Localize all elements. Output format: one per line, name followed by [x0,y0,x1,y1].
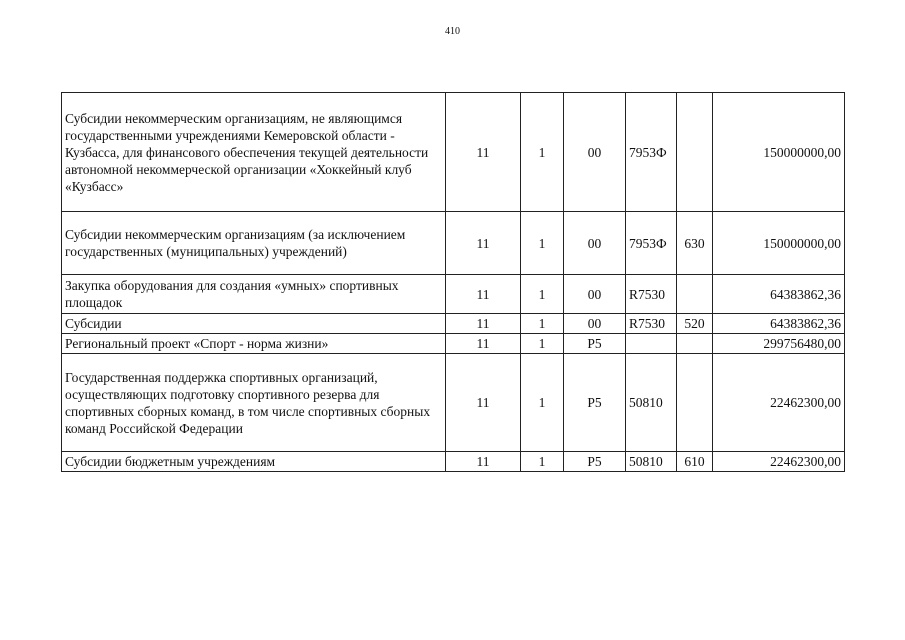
razdel-cell: 11 [446,452,521,472]
amount-cell: 299756480,00 [713,334,845,354]
amount-cell: 150000000,00 [713,212,845,275]
program-cell: P5 [564,452,626,472]
vr-cell [677,275,713,314]
program-cell: P5 [564,334,626,354]
csr-cell: 7953Ф [626,93,677,212]
podrazdel-cell: 1 [521,452,564,472]
razdel-cell: 11 [446,314,521,334]
row-name: Субсидии [62,314,446,334]
table-row [62,93,845,212]
vr-cell [677,334,713,354]
row-name: Субсидии некоммерческим организациям (за исключением государственных (муниципальных) учреждений) [62,212,446,275]
razdel-cell: 11 [446,212,521,275]
table-row [62,452,845,472]
podrazdel-cell: 1 [521,314,564,334]
amount-cell: 64383862,36 [713,314,845,334]
podrazdel-cell: 1 [521,354,564,452]
program-cell: 00 [564,314,626,334]
table-row [62,354,845,452]
vr-cell [677,354,713,452]
vr-cell: 610 [677,452,713,472]
row-name: Закупка оборудования для создания «умных» спортивных площадок [62,275,446,314]
vr-cell [677,93,713,212]
podrazdel-cell: 1 [521,93,564,212]
program-cell: 00 [564,93,626,212]
table-row [62,334,845,354]
podrazdel-cell: 1 [521,334,564,354]
podrazdel-cell: 1 [521,212,564,275]
razdel-cell: 11 [446,354,521,452]
vr-cell: 630 [677,212,713,275]
csr-cell: 7953Ф [626,212,677,275]
csr-cell: 50810 [626,354,677,452]
program-cell: 00 [564,275,626,314]
amount-cell: 22462300,00 [713,452,845,472]
row-name: Субсидии некоммерческим организациям, не являющимся государственными учреждениями Кемеровской области - Кузбасса, для финансового обеспечения текущей деятельности автономной некоммерческой организации «Хоккейный клуб «Кузбасс» [62,93,446,212]
razdel-cell: 11 [446,93,521,212]
razdel-cell: 11 [446,275,521,314]
table-row [62,314,845,334]
budget-table [61,92,845,472]
table-row [62,212,845,275]
program-cell: P5 [564,354,626,452]
table-row [62,275,845,314]
csr-cell [626,334,677,354]
podrazdel-cell: 1 [521,275,564,314]
row-name: Субсидии бюджетным учреждениям [62,452,446,472]
csr-cell: 50810 [626,452,677,472]
csr-cell: R7530 [626,314,677,334]
row-name: Региональный проект «Спорт - норма жизни» [62,334,446,354]
vr-cell: 520 [677,314,713,334]
csr-cell: R7530 [626,275,677,314]
amount-cell: 150000000,00 [713,93,845,212]
row-name: Государственная поддержка спортивных организаций, осуществляющих подготовку спортивного резерва для спортивных сборных команд, в том числе спортивных сборных команд Российской Федерации [62,354,446,452]
page-number: 410 [445,26,460,37]
amount-cell: 64383862,36 [713,275,845,314]
amount-cell: 22462300,00 [713,354,845,452]
program-cell: 00 [564,212,626,275]
razdel-cell: 11 [446,334,521,354]
